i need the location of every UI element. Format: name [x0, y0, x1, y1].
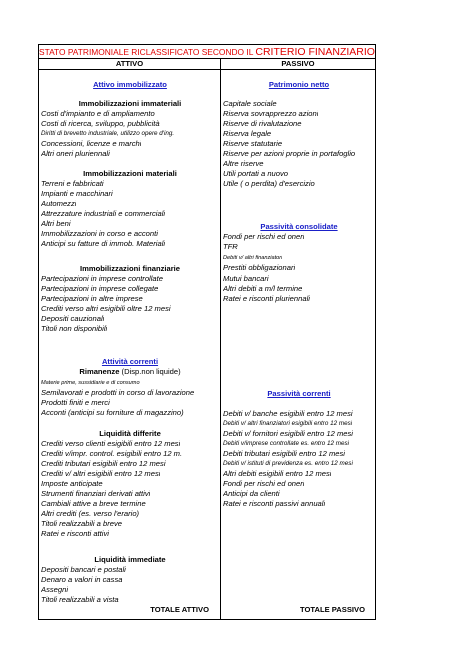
list-item: Titoli realizzabili a vista [41, 595, 119, 604]
list-item: Crediti v/ altri esigibili entro 12 mesi [41, 469, 161, 478]
section-passivita-correnti: Passività correnti [267, 389, 331, 398]
list-item: Automezzi [41, 199, 77, 208]
list-item: Attrezzature industriali e commerciali [41, 209, 166, 218]
section-patrimonio-netto: Patrimonio netto [268, 80, 330, 89]
list-item: Utili portati a nuovo [223, 169, 289, 178]
list-item: Impianti e macchinari [41, 189, 113, 198]
list-item: Prestiti obbligazionari [223, 263, 296, 272]
list-item: Crediti v/impr. control. esigibili entro 12 m. [41, 449, 183, 458]
list-item: Debiti v/imprese controllate es. entro 12 mesi [223, 440, 349, 447]
list-item: Altri debiti a m/l termine [223, 284, 303, 293]
balance-sheet-table [38, 44, 376, 620]
list-item: Debiti v/ altri finanziatori esigibili entro 12 mesi [223, 420, 353, 427]
group-imm-finanziarie: Immobilizzazioni finanziarie [80, 264, 180, 273]
list-item: Altre riserve [223, 159, 264, 168]
list-item: Capitale sociale [223, 99, 277, 108]
list-item: Semilavorati e prodotti in corso di lavorazione [41, 388, 195, 397]
list-item: Strumenti finanziari derivati attivi [41, 489, 151, 498]
list-item: Immobilizzazioni in corso e acconti [41, 229, 158, 238]
total-attivo: TOTALE ATTIVO [150, 605, 209, 614]
list-item: Cambiali attive a breve termine [41, 499, 146, 508]
total-passivo: TOTALE PASSIVO [300, 605, 365, 614]
list-item: Costi di ricerca, sviluppo, pubblicità [41, 119, 160, 128]
list-item: Utile ( o perdita) d'esercizio [223, 179, 315, 188]
list-item: Ratei e risconti passivi annuali [223, 499, 326, 508]
list-item: Debiti tributari esigibili entro 12 mesi [223, 449, 345, 458]
list-item: Depositi bancari e postali [41, 565, 126, 574]
list-item: Imposte anticipate [41, 479, 103, 488]
list-item: Titoli non disponibili [41, 324, 108, 333]
list-item: Riserva sovrapprezzo azioni [223, 109, 319, 118]
list-item: Assegni [41, 585, 69, 594]
list-item: Partecipazioni in imprese collegate [41, 284, 159, 293]
list-item: Ratei e risconti pluriennali [223, 294, 310, 303]
group-imm-immateriali: Immobilizzazioni immateriali [78, 99, 182, 108]
list-item: Anticipi da clienti [223, 489, 280, 498]
list-item: Mutui bancari [223, 274, 269, 283]
list-item: Altri beni [41, 219, 71, 228]
list-item: Riserve di rivalutazione [223, 119, 302, 128]
list-item: Riserva legale [223, 129, 272, 138]
list-item: Titoli realizzabili a breve [41, 519, 122, 528]
list-item: Costi d'impianto e di ampliamento [41, 109, 155, 118]
rimanenze-note: (Disp.non liquide) [119, 367, 181, 376]
list-item: Ratei e risconti attivi [41, 529, 109, 538]
list-item: Debiti v/ banche esigibili entro 12 mesi [223, 409, 353, 418]
list-item: Partecipazioni in altre imprese [41, 294, 143, 303]
section-attivita-correnti: Attività correnti [101, 357, 159, 366]
section-passivita-consolidate: Passività consolidate [260, 222, 338, 231]
section-attivo-immobilizzato: Attivo immobilizzato [93, 80, 167, 89]
list-item: Prodotti finiti e merci [41, 398, 110, 407]
list-item: Crediti tributari esigibili entro 12 mesi [41, 459, 166, 468]
group-rimanenze [41, 367, 219, 377]
list-item: Riserve per azioni proprie in portafoglio [223, 149, 356, 158]
header-passivo: PASSIVO [221, 59, 375, 70]
list-item: Fondi per rischi ed oneri [223, 479, 305, 488]
list-item: Altri crediti (es. verso l'erario) [41, 509, 140, 518]
group-liquidita-immediate: Liquidità immediate [94, 555, 166, 564]
list-item: Altri oneri pluriennali [41, 149, 110, 158]
list-item: TFR [223, 242, 238, 251]
title-emphasis: CRITERIO FINANZIARIO [255, 46, 375, 58]
list-item: Crediti verso clienti esigibili entro 12 mesi [41, 439, 181, 448]
column-divider [220, 70, 221, 619]
rimanenze-title: Rimanenze [79, 367, 120, 376]
list-item: Crediti verso altri esigibili oltre 12 mesi [41, 304, 171, 313]
list-item: Anticipi su fatture di immob. Materiali [41, 239, 166, 248]
list-item: Debiti v/ altri finanziatori [223, 255, 283, 261]
list-item: Partecipazioni in imprese controllate [41, 274, 163, 283]
list-item: Concessioni, licenze e marchi [41, 139, 142, 148]
list-item: Fondi per rischi ed oneri [223, 232, 305, 241]
list-item: Acconti (anticipi su forniture di magazzino) [41, 408, 184, 417]
list-item: Denaro a valori in cassa [41, 575, 123, 584]
header-attivo: ATTIVO [39, 59, 221, 70]
list-item: Diritti di brevetto industriale, utilizzo opere d'ing. [41, 130, 175, 137]
sheet-title [39, 45, 375, 59]
title-prefix: STATO PATRIMONIALE RICLASSIFICATO SECONDO IL [39, 47, 256, 57]
list-item: Materie prime, sussidiarie e di consumo [41, 380, 140, 386]
list-item: Depositi cauzionali [41, 314, 105, 323]
list-item: Altri debiti esigibili entro 12 mesi [223, 469, 332, 478]
group-imm-materiali: Immobilizzazioni materiali [83, 169, 177, 178]
list-item: Terreni e fabbricati [41, 179, 104, 188]
list-item: Debiti v/ fornitori esigibili entro 12 mesi [223, 429, 353, 438]
list-item: Debiti v/ istituti di previdenza es. entro 12 mesi [223, 460, 353, 467]
list-item: Riserve statutarie [223, 139, 283, 148]
group-liquidita-differite: Liquidità differite [99, 429, 161, 438]
